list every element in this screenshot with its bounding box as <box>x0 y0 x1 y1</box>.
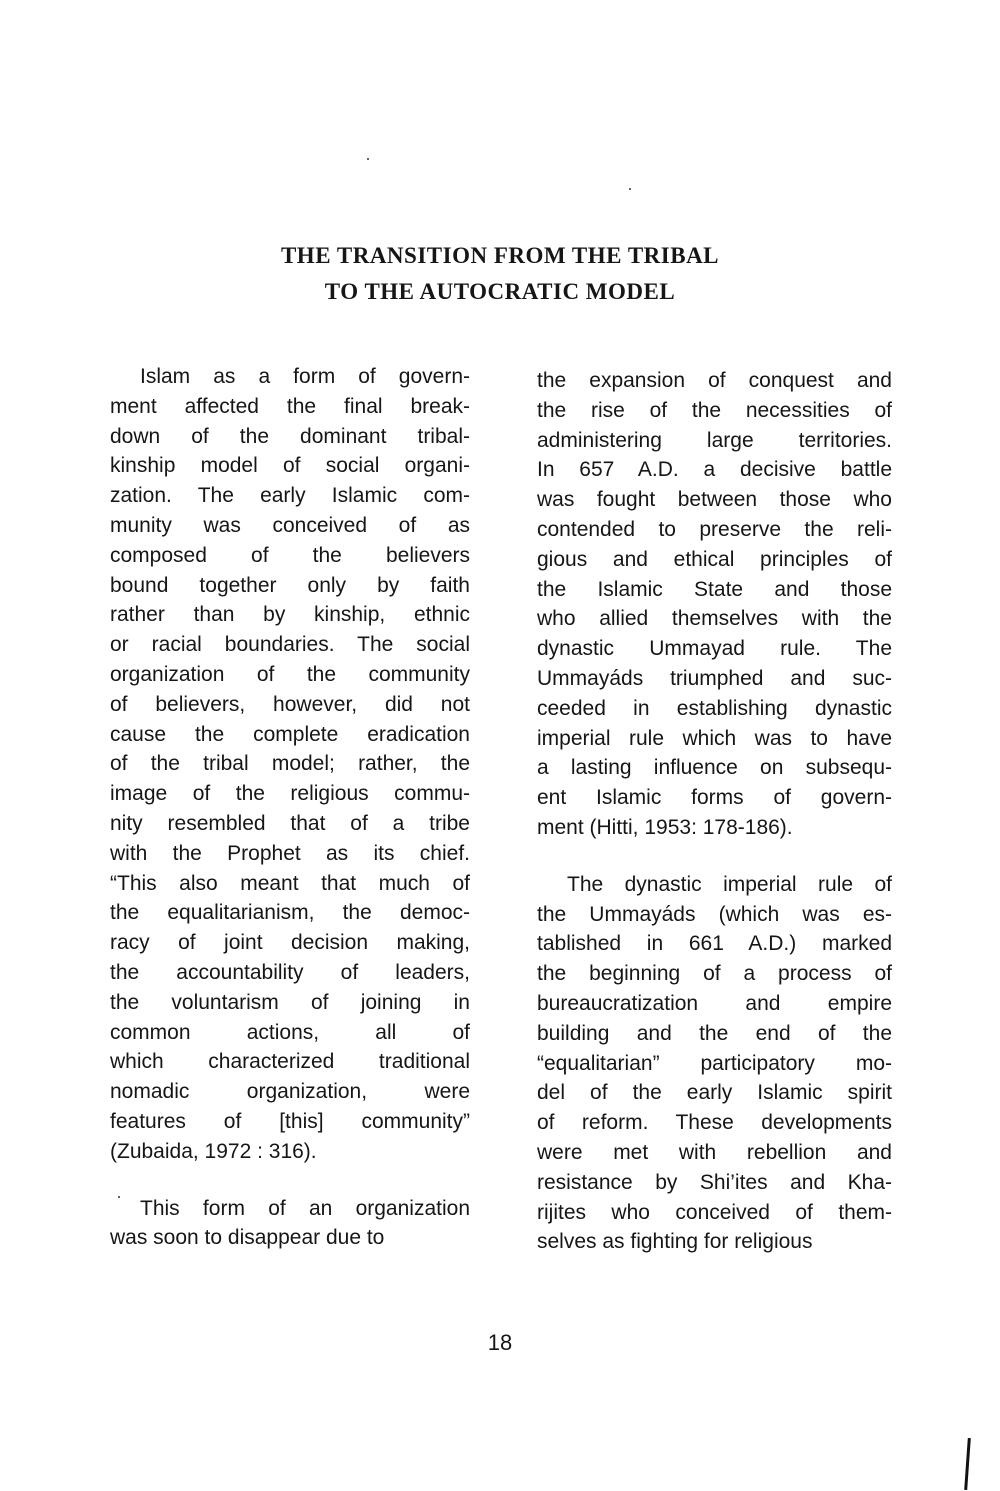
right-paragraph-2 <box>537 870 892 1257</box>
text-line: organization of the community <box>110 662 470 686</box>
chapter-title <box>0 238 1000 310</box>
text-line: bureaucratization and empire <box>537 991 892 1015</box>
scan-speck <box>367 158 369 160</box>
text-line: the Islamic State and those <box>537 577 892 601</box>
text-line: the voluntarism of joining in <box>110 990 470 1014</box>
text-line: “equalitarian” participatory mo- <box>537 1051 892 1075</box>
text-line: tablished in 661 A.D.) marked <box>537 932 892 956</box>
text-line: or racial boundaries. The social <box>110 633 470 657</box>
text-line: Islam as a form of govern- <box>140 365 470 388</box>
text-line: selves as fighting for religious <box>537 1230 813 1254</box>
text-line: (Zubaida, 1972 : 316). <box>110 1139 317 1163</box>
text-line: ent Islamic forms of govern- <box>537 786 892 810</box>
text-line: down of the dominant tribal- <box>110 424 470 448</box>
text-line: ceeded in establishing dynastic <box>537 696 892 720</box>
text-line: of believers, however, did not <box>110 692 470 716</box>
title-line-1: THE TRANSITION FROM THE TRIBAL <box>280 243 720 268</box>
text-line: dynastic Ummayad rule. The <box>537 637 892 661</box>
text-line: with the Prophet as its chief. <box>110 841 470 865</box>
text-line: the equalitarianism, the democ- <box>110 901 470 925</box>
text-line: common actions, all of <box>110 1020 470 1044</box>
text-line: gious and ethical principles of <box>537 547 892 571</box>
text-line: The dynastic imperial rule of <box>567 872 892 896</box>
right-column <box>537 366 892 1257</box>
text-line: kinship model of social organi- <box>110 454 470 478</box>
text-line: ment affected the final break- <box>110 394 470 418</box>
text-line: This form of an organization <box>140 1196 470 1220</box>
text-line: who allied themselves with the <box>537 607 892 631</box>
left-paragraph-2 <box>110 1194 470 1254</box>
text-line: contended to preserve the reli- <box>537 517 892 541</box>
left-paragraph-1 <box>110 362 470 1167</box>
text-line: ment (Hitti, 1953: 178-186). <box>537 815 793 839</box>
scan-speck <box>629 188 631 190</box>
scan-edge-mark <box>964 1438 971 1490</box>
text-line: which characterized traditional <box>110 1050 470 1074</box>
text-line: del of the early Islamic spirit <box>537 1081 892 1105</box>
text-line: was soon to disappear due to <box>110 1226 385 1250</box>
text-line: racy of joint decision making, <box>110 931 470 955</box>
text-line: building and the end of the <box>537 1021 892 1045</box>
text-line: bound together only by faith <box>110 573 470 597</box>
text-line: image of the religious commu- <box>110 782 470 806</box>
text-line: In 657 A.D. a decisive battle <box>537 458 892 482</box>
text-line: Ummayáds triumphed and suc- <box>537 666 892 690</box>
text-line: the rise of the necessities of <box>537 398 892 422</box>
text-line: the accountability of leaders, <box>110 960 470 984</box>
text-line: nity resembled that of a tribe <box>110 811 470 835</box>
text-line: of reform. These developments <box>537 1111 892 1135</box>
text-line: the beginning of a process of <box>537 962 892 986</box>
text-line: nomadic organization, were <box>110 1080 470 1104</box>
text-line: administering large territories. <box>537 428 892 452</box>
right-paragraph-1 <box>537 366 892 843</box>
text-line: rijites who conceived of them- <box>537 1200 892 1224</box>
left-column <box>110 362 470 1253</box>
text-line: was fought between those who <box>537 488 892 512</box>
text-line: features of [this] community” <box>110 1109 470 1133</box>
text-line: the Ummayáds (which was es- <box>537 902 892 926</box>
text-line: the expansion of conquest and <box>537 369 892 392</box>
page-number: 18 <box>487 1330 513 1355</box>
text-line: composed of the believers <box>110 543 470 567</box>
text-line: rather than by kinship, ethnic <box>110 603 470 627</box>
text-line: imperial rule which was to have <box>537 726 892 750</box>
text-line: munity was conceived of as <box>110 513 470 537</box>
text-line: a lasting influence on subsequ- <box>537 756 892 780</box>
text-line: cause the complete eradication <box>110 722 470 746</box>
title-line-2: TO THE AUTOCRATIC MODEL <box>324 279 676 304</box>
text-line: of the tribal model; rather, the <box>110 752 470 776</box>
text-line: zation. The early Islamic com- <box>110 484 470 508</box>
text-line: were met with rebellion and <box>537 1140 892 1164</box>
text-line: “This also meant that much of <box>110 871 470 895</box>
text-line: resistance by Shi’ites and Kha- <box>537 1170 892 1194</box>
scan-speck <box>118 1196 120 1198</box>
